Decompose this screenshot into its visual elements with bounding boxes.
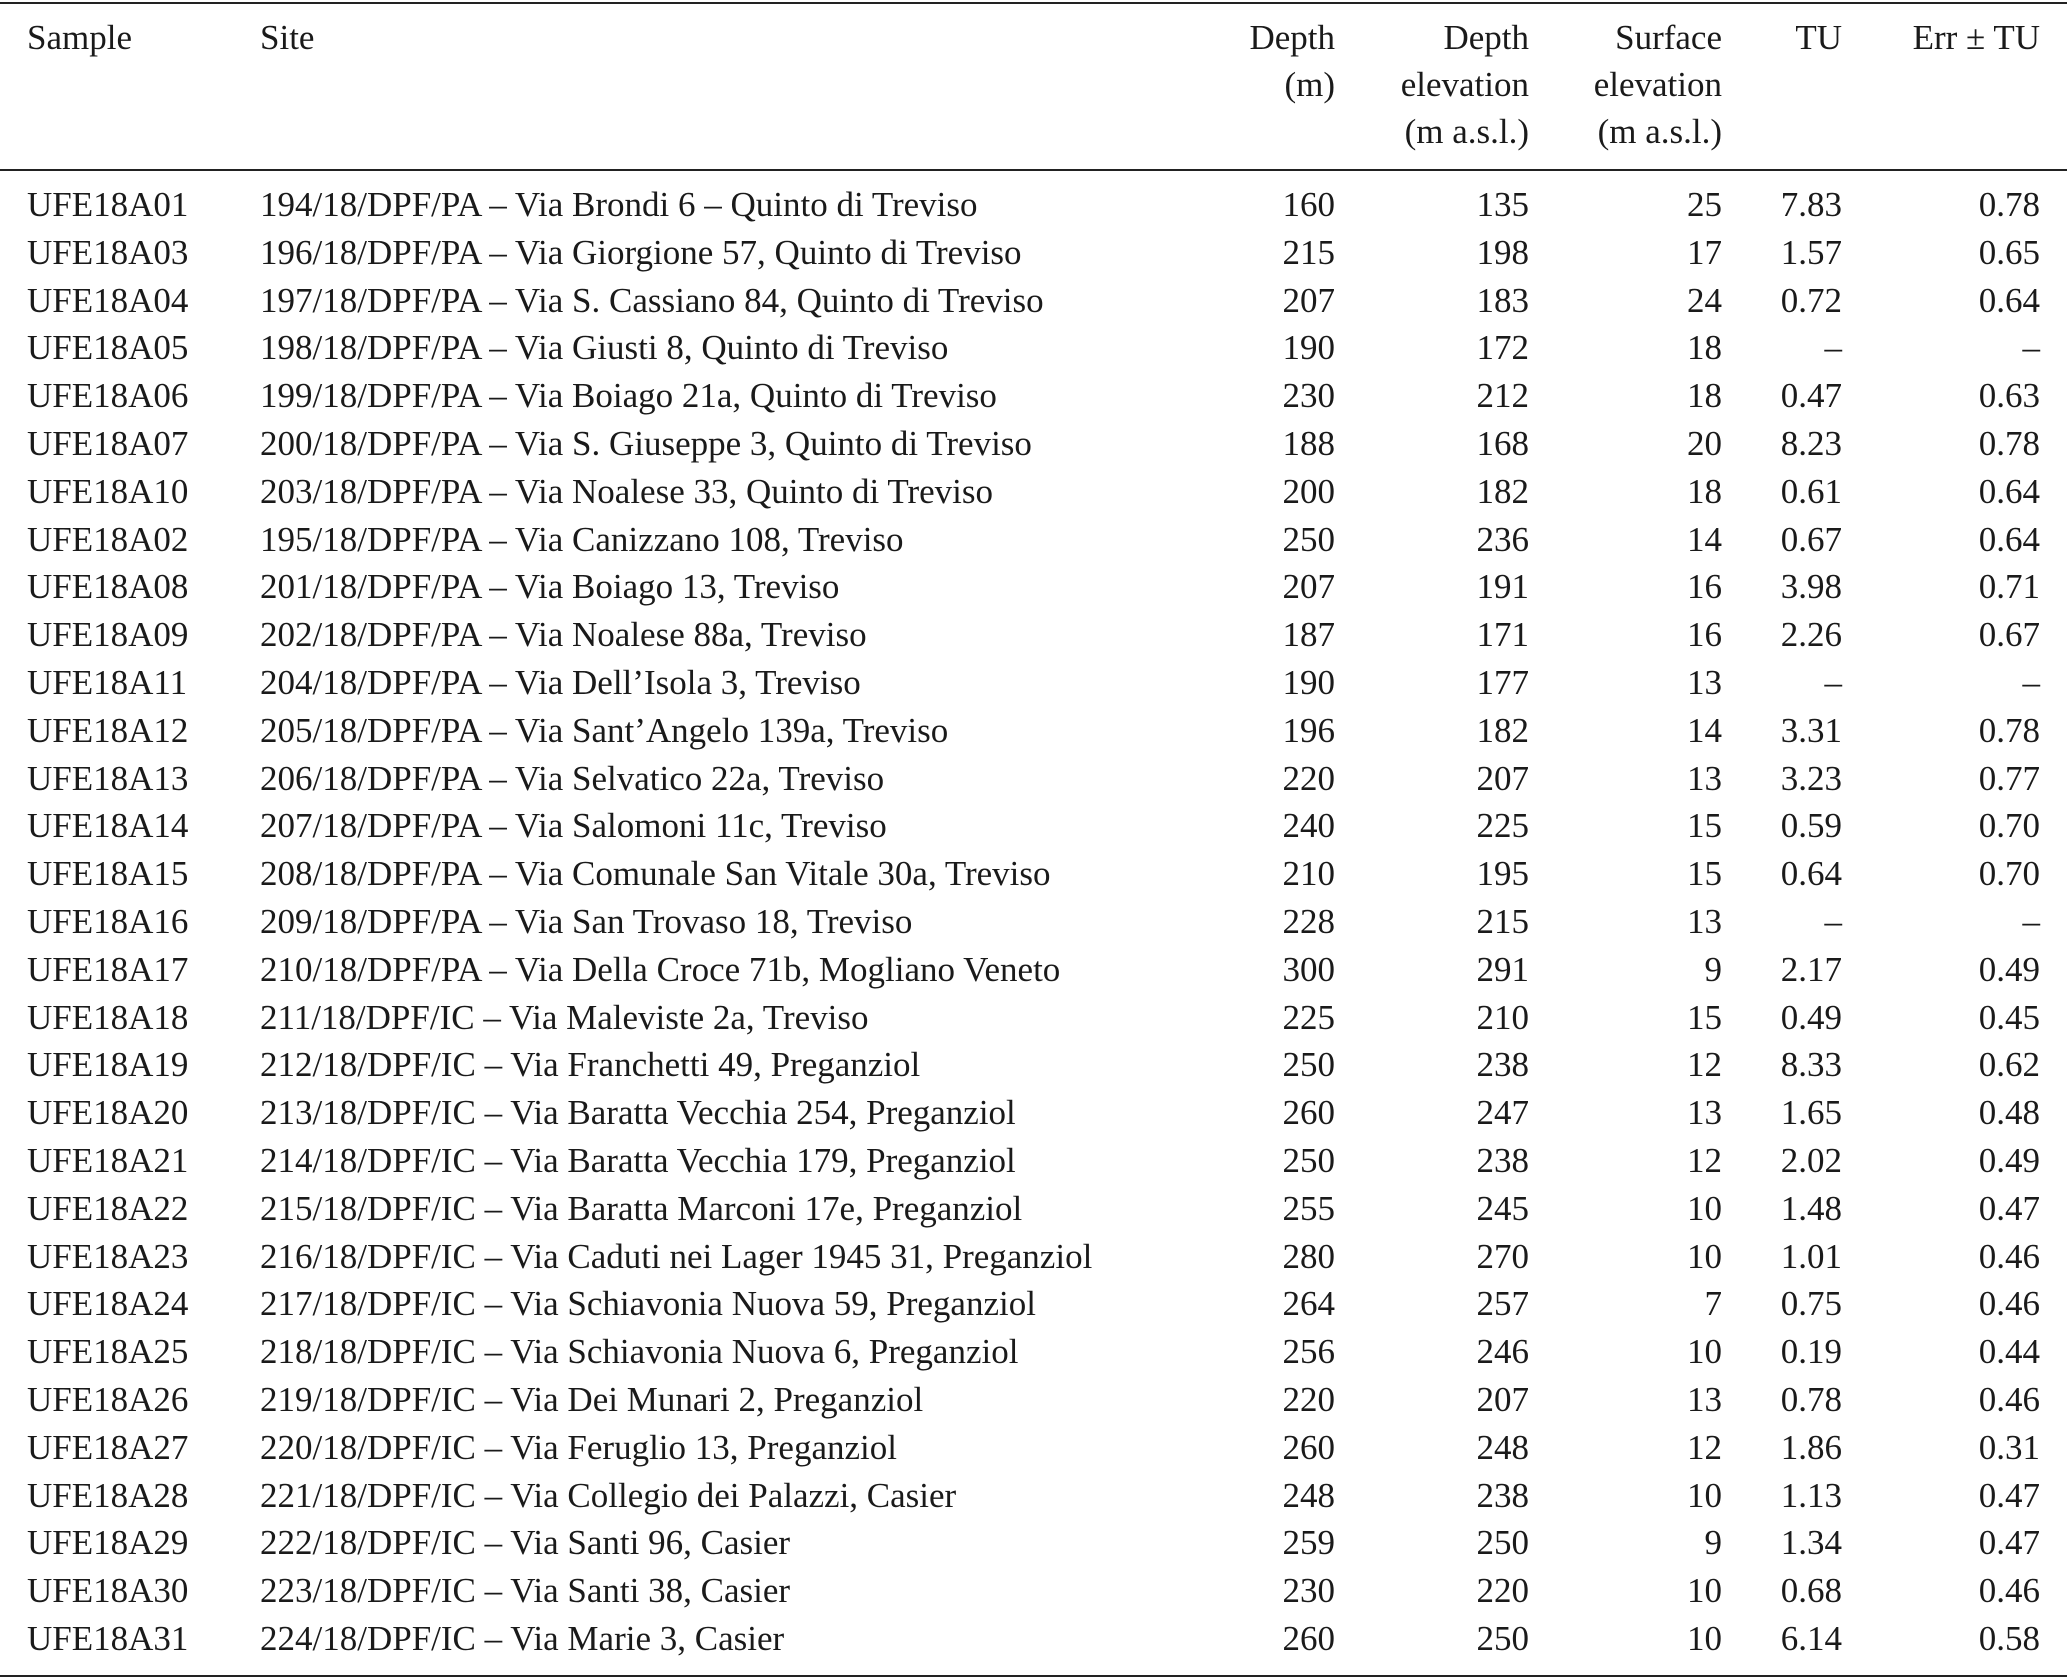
- cell-err-tu: 0.48: [1978, 1093, 2040, 1133]
- cell-depth: 280: [1282, 1236, 1335, 1276]
- cell-site: 220/18/DPF/IC – Via Feruglio 13, Preganziol: [260, 1427, 897, 1467]
- cell-depth-elevation: 238: [1476, 1045, 1529, 1085]
- cell-sample: UFE18A21: [27, 1141, 189, 1180]
- cell-tu: 8.33: [1780, 1045, 1842, 1085]
- cell-tu: 1.34: [1780, 1523, 1842, 1563]
- cell-surface-elevation: 14: [1687, 710, 1722, 750]
- cell-depth: 207: [1282, 567, 1335, 607]
- cell-tu: 6.14: [1780, 1619, 1842, 1658]
- cell-err-tu: 0.70: [1978, 854, 2040, 894]
- cell-err-tu: 0.46: [1978, 1284, 2040, 1324]
- cell-err-tu: 0.78: [1978, 185, 2040, 224]
- cell-tu: 2.26: [1780, 615, 1842, 655]
- cell-sample: UFE18A12: [27, 710, 189, 750]
- header-site: [260, 14, 314, 61]
- cell-depth: 188: [1282, 424, 1335, 463]
- cell-tu: –: [1824, 663, 1842, 702]
- cell-err-tu: 0.47: [1978, 1188, 2040, 1228]
- cell-err-tu: 0.64: [1978, 519, 2040, 559]
- table-row: [0, 420, 2067, 468]
- cell-depth: 190: [1282, 663, 1335, 702]
- table-row: [0, 1615, 2067, 1663]
- cell-site: 199/18/DPF/PA – Via Boiago 21a, Quinto di Treviso: [260, 376, 997, 416]
- cell-surface-elevation: 18: [1687, 328, 1722, 368]
- cell-depth-elevation: 270: [1476, 1236, 1529, 1276]
- cell-tu: 2.17: [1780, 949, 1842, 989]
- cell-err-tu: 0.77: [1978, 758, 2040, 798]
- cell-surface-elevation: 24: [1687, 280, 1722, 320]
- table-row: [0, 1424, 2067, 1472]
- cell-tu: 0.47: [1780, 376, 1842, 416]
- cell-sample: UFE18A23: [27, 1236, 189, 1276]
- cell-depth-elevation: 168: [1476, 424, 1529, 463]
- table-row: [0, 850, 2067, 898]
- cell-site: 210/18/DPF/PA – Via Della Croce 71b, Mogliano Veneto: [260, 949, 1061, 989]
- header-sample: [27, 14, 132, 61]
- cell-depth: 256: [1282, 1332, 1335, 1372]
- cell-depth: 260: [1282, 1427, 1335, 1467]
- cell-err-tu: 0.65: [1978, 232, 2040, 272]
- table-row: [0, 1328, 2067, 1376]
- table-row: [0, 229, 2067, 277]
- cell-sample: UFE18A25: [27, 1332, 189, 1372]
- cell-err-tu: 0.45: [1978, 997, 2040, 1037]
- cell-sample: UFE18A24: [27, 1284, 189, 1324]
- cell-site: 212/18/DPF/IC – Via Franchetti 49, Preganziol: [260, 1045, 921, 1085]
- cell-site: 195/18/DPF/PA – Via Canizzano 108, Treviso: [260, 519, 904, 559]
- cell-sample: UFE18A28: [27, 1475, 189, 1515]
- cell-err-tu: –: [2022, 328, 2040, 368]
- cell-depth: 196: [1282, 710, 1335, 750]
- cell-site: 216/18/DPF/IC – Via Caduti nei Lager 1945 31, Preganziol: [260, 1236, 1093, 1276]
- cell-depth: 248: [1282, 1475, 1335, 1515]
- table-row: [0, 372, 2067, 420]
- cell-tu: 0.19: [1780, 1332, 1842, 1372]
- cell-site: 223/18/DPF/IC – Via Santi 38, Casier: [260, 1571, 791, 1611]
- cell-tu: 0.78: [1780, 1380, 1842, 1419]
- cell-err-tu: 0.46: [1978, 1236, 2040, 1276]
- cell-depth-elevation: 247: [1476, 1093, 1529, 1133]
- cell-sample: UFE18A31: [27, 1619, 189, 1658]
- cell-sample: UFE18A26: [27, 1380, 189, 1419]
- cell-site: 222/18/DPF/IC – Via Santi 96, Casier: [260, 1523, 791, 1563]
- cell-depth-elevation: 182: [1476, 710, 1529, 750]
- cell-depth-elevation: 198: [1476, 232, 1529, 272]
- header-err-tu: [1913, 14, 2040, 61]
- cell-err-tu: 0.47: [1978, 1475, 2040, 1515]
- cell-depth: 255: [1282, 1188, 1335, 1228]
- cell-err-tu: 0.46: [1978, 1571, 2040, 1611]
- cell-depth: 230: [1282, 376, 1335, 416]
- cell-sample: UFE18A07: [27, 424, 189, 463]
- cell-err-tu: –: [2022, 902, 2040, 941]
- cell-depth-elevation: 183: [1476, 280, 1529, 320]
- cell-depth-elevation: 210: [1476, 997, 1529, 1037]
- cell-depth-elevation: 207: [1476, 758, 1529, 798]
- cell-surface-elevation: 12: [1687, 1045, 1722, 1085]
- cell-site: 217/18/DPF/IC – Via Schiavonia Nuova 59, Preganziol: [260, 1284, 1036, 1324]
- cell-site: 206/18/DPF/PA – Via Selvatico 22a, Treviso: [260, 758, 885, 798]
- cell-surface-elevation: 10: [1687, 1236, 1722, 1276]
- header-depth: [1249, 14, 1335, 108]
- header-surface-elevation-line1: Surface: [1615, 18, 1722, 57]
- cell-tu: 3.98: [1780, 567, 1842, 607]
- cell-depth-elevation: 248: [1476, 1427, 1529, 1467]
- cell-site: 211/18/DPF/IC – Via Maleviste 2a, Treviso: [260, 997, 869, 1037]
- cell-surface-elevation: 13: [1687, 902, 1722, 941]
- cell-sample: UFE18A30: [27, 1571, 189, 1611]
- cell-err-tu: 0.71: [1978, 567, 2040, 607]
- table-row: [0, 1567, 2067, 1615]
- cell-tu: 1.01: [1780, 1236, 1842, 1276]
- cell-site: 200/18/DPF/PA – Via S. Giuseppe 3, Quinto di Treviso: [260, 424, 1032, 463]
- cell-site: 194/18/DPF/PA – Via Brondi 6 – Quinto di Treviso: [260, 185, 978, 224]
- table-row: [0, 324, 2067, 372]
- cell-sample: UFE18A03: [27, 232, 189, 272]
- header-depth-line2: (m): [1284, 65, 1335, 104]
- cell-site: 202/18/DPF/PA – Via Noalese 88a, Treviso: [260, 615, 867, 655]
- cell-err-tu: 0.67: [1978, 615, 2040, 655]
- cell-site: 219/18/DPF/IC – Via Dei Munari 2, Preganziol: [260, 1380, 924, 1419]
- table-row: [0, 994, 2067, 1042]
- cell-depth-elevation: 236: [1476, 519, 1529, 559]
- cell-err-tu: 0.49: [1978, 949, 2040, 989]
- cell-site: 196/18/DPF/PA – Via Giorgione 57, Quinto di Treviso: [260, 232, 1022, 272]
- cell-site: 204/18/DPF/PA – Via Dell’Isola 3, Treviso: [260, 663, 861, 702]
- cell-surface-elevation: 12: [1687, 1427, 1722, 1467]
- header-tu-label: TU: [1795, 18, 1842, 57]
- cell-depth-elevation: 177: [1476, 663, 1529, 702]
- cell-site: 197/18/DPF/PA – Via S. Cassiano 84, Quinto di Treviso: [260, 280, 1044, 320]
- cell-tu: 0.59: [1780, 806, 1842, 846]
- cell-err-tu: 0.64: [1978, 471, 2040, 511]
- cell-depth-elevation: 220: [1476, 1571, 1529, 1611]
- cell-surface-elevation: 16: [1687, 567, 1722, 607]
- cell-sample: UFE18A19: [27, 1045, 189, 1085]
- cell-tu: 0.68: [1780, 1571, 1842, 1611]
- cell-sample: UFE18A20: [27, 1093, 189, 1133]
- cell-surface-elevation: 16: [1687, 615, 1722, 655]
- table-row: [0, 611, 2067, 659]
- cell-sample: UFE18A16: [27, 902, 189, 941]
- cell-err-tu: 0.70: [1978, 806, 2040, 846]
- cell-surface-elevation: 15: [1687, 854, 1722, 894]
- cell-surface-elevation: 10: [1687, 1475, 1722, 1515]
- cell-depth: 190: [1282, 328, 1335, 368]
- table-row: [0, 1041, 2067, 1089]
- cell-tu: –: [1824, 328, 1842, 368]
- cell-tu: 7.83: [1780, 185, 1842, 224]
- cell-depth-elevation: 246: [1476, 1332, 1529, 1372]
- cell-depth: 230: [1282, 1571, 1335, 1611]
- table-row: [0, 1185, 2067, 1233]
- table-row: [0, 1089, 2067, 1137]
- cell-depth-elevation: 238: [1476, 1141, 1529, 1180]
- cell-surface-elevation: 15: [1687, 806, 1722, 846]
- cell-tu: 0.49: [1780, 997, 1842, 1037]
- cell-surface-elevation: 20: [1687, 424, 1722, 463]
- table-row: [0, 1280, 2067, 1328]
- header-depth-line1: Depth: [1249, 18, 1335, 57]
- table-row: [0, 516, 2067, 564]
- cell-surface-elevation: 9: [1704, 949, 1722, 989]
- header-depth-elevation-line1: Depth: [1443, 18, 1529, 57]
- cell-sample: UFE18A04: [27, 280, 189, 320]
- cell-depth: 240: [1282, 806, 1335, 846]
- table-row: [0, 898, 2067, 946]
- cell-sample: UFE18A11: [27, 663, 188, 702]
- cell-err-tu: 0.46: [1978, 1380, 2040, 1419]
- cell-tu: 1.86: [1780, 1427, 1842, 1467]
- cell-depth-elevation: 191: [1476, 567, 1529, 607]
- cell-depth: 250: [1282, 1045, 1335, 1085]
- cell-depth-elevation: 250: [1476, 1523, 1529, 1563]
- cell-depth-elevation: 215: [1476, 902, 1529, 941]
- cell-sample: UFE18A29: [27, 1523, 189, 1563]
- table-row: [0, 1376, 2067, 1424]
- cell-surface-elevation: 13: [1687, 1093, 1722, 1133]
- cell-surface-elevation: 7: [1704, 1284, 1722, 1324]
- cell-surface-elevation: 18: [1687, 471, 1722, 511]
- header-site-label: Site: [260, 18, 315, 57]
- cell-surface-elevation: 10: [1687, 1188, 1722, 1228]
- cell-sample: UFE18A01: [27, 185, 189, 224]
- table-top-rule: [0, 2, 2067, 4]
- cell-tu: 0.61: [1780, 471, 1842, 511]
- table-row: [0, 277, 2067, 325]
- header-depth-elevation-line3: (m a.s.l.): [1404, 112, 1529, 151]
- cell-surface-elevation: 18: [1687, 376, 1722, 416]
- header-surface-elevation-line3: (m a.s.l.): [1597, 112, 1722, 151]
- cell-tu: 8.23: [1780, 424, 1842, 463]
- cell-surface-elevation: 9: [1704, 1523, 1722, 1563]
- cell-depth: 220: [1282, 758, 1335, 798]
- cell-site: 221/18/DPF/IC – Via Collegio dei Palazzi, Casier: [260, 1475, 957, 1515]
- cell-tu: 1.65: [1780, 1093, 1842, 1133]
- header-surface-elevation-line2: elevation: [1593, 65, 1722, 104]
- cell-surface-elevation: 25: [1687, 185, 1722, 224]
- cell-err-tu: 0.49: [1978, 1141, 2040, 1180]
- cell-err-tu: 0.31: [1978, 1427, 2040, 1467]
- cell-err-tu: 0.44: [1978, 1332, 2040, 1372]
- cell-depth: 264: [1282, 1284, 1335, 1324]
- cell-depth: 300: [1282, 949, 1335, 989]
- cell-site: 213/18/DPF/IC – Via Baratta Vecchia 254, Preganziol: [260, 1093, 1016, 1133]
- cell-err-tu: 0.78: [1978, 424, 2040, 463]
- cell-depth-elevation: 195: [1476, 854, 1529, 894]
- cell-sample: UFE18A13: [27, 758, 189, 798]
- cell-depth: 250: [1282, 519, 1335, 559]
- cell-surface-elevation: 14: [1687, 519, 1722, 559]
- table-row: [0, 659, 2067, 707]
- table-row: [0, 802, 2067, 850]
- cell-tu: 3.23: [1780, 758, 1842, 798]
- cell-err-tu: 0.64: [1978, 280, 2040, 320]
- cell-sample: UFE18A18: [27, 997, 189, 1037]
- cell-site: 203/18/DPF/PA – Via Noalese 33, Quinto di Treviso: [260, 471, 994, 511]
- cell-tu: 0.64: [1780, 854, 1842, 894]
- cell-surface-elevation: 10: [1687, 1571, 1722, 1611]
- cell-site: 201/18/DPF/PA – Via Boiago 13, Treviso: [260, 567, 840, 607]
- cell-depth-elevation: 291: [1476, 949, 1529, 989]
- cell-depth: 228: [1282, 902, 1335, 941]
- table-header: [0, 14, 2067, 164]
- cell-sample: UFE18A17: [27, 949, 189, 989]
- cell-depth-elevation: 171: [1476, 615, 1529, 655]
- cell-tu: 0.72: [1780, 280, 1842, 320]
- cell-depth: 215: [1282, 232, 1335, 272]
- cell-surface-elevation: 13: [1687, 1380, 1722, 1419]
- cell-sample: UFE18A05: [27, 328, 189, 368]
- cell-surface-elevation: 10: [1687, 1332, 1722, 1372]
- cell-surface-elevation: 15: [1687, 997, 1722, 1037]
- table-bottom-rule: [0, 1675, 2067, 1677]
- cell-sample: UFE18A22: [27, 1188, 189, 1228]
- cell-sample: UFE18A08: [27, 567, 189, 607]
- cell-depth-elevation: 250: [1476, 1619, 1529, 1658]
- table-row: [0, 946, 2067, 994]
- table-row: [0, 468, 2067, 516]
- cell-depth: 259: [1282, 1523, 1335, 1563]
- cell-depth-elevation: 238: [1476, 1475, 1529, 1515]
- table-row: [0, 1233, 2067, 1281]
- cell-tu: 1.13: [1780, 1475, 1842, 1515]
- header-surface-elevation: [1594, 14, 1722, 155]
- cell-sample: UFE18A02: [27, 519, 189, 559]
- cell-err-tu: 0.78: [1978, 710, 2040, 750]
- cell-site: 214/18/DPF/IC – Via Baratta Vecchia 179, Preganziol: [260, 1141, 1016, 1180]
- cell-depth-elevation: 182: [1476, 471, 1529, 511]
- cell-sample: UFE18A14: [27, 806, 189, 846]
- cell-surface-elevation: 12: [1687, 1141, 1722, 1180]
- table-row: [0, 1137, 2067, 1185]
- cell-depth: 260: [1282, 1093, 1335, 1133]
- cell-surface-elevation: 17: [1687, 232, 1722, 272]
- table-header-rule: [0, 169, 2067, 171]
- cell-sample: UFE18A09: [27, 615, 189, 655]
- cell-tu: –: [1824, 902, 1842, 941]
- header-sample-label: Sample: [27, 18, 132, 57]
- cell-depth-elevation: 212: [1476, 376, 1529, 416]
- cell-site: 215/18/DPF/IC – Via Baratta Marconi 17e, Preganziol: [260, 1188, 1023, 1228]
- cell-depth: 260: [1282, 1619, 1335, 1658]
- cell-depth-elevation: 257: [1476, 1284, 1529, 1324]
- cell-err-tu: 0.63: [1978, 376, 2040, 416]
- header-tu: [1795, 14, 1842, 61]
- cell-depth: 160: [1282, 185, 1335, 224]
- cell-site: 209/18/DPF/PA – Via San Trovaso 18, Treviso: [260, 902, 913, 941]
- cell-surface-elevation: 13: [1687, 663, 1722, 702]
- cell-tu: 1.48: [1780, 1188, 1842, 1228]
- cell-depth: 207: [1282, 280, 1335, 320]
- table-row: [0, 707, 2067, 755]
- cell-depth: 187: [1282, 615, 1335, 655]
- cell-err-tu: –: [2022, 663, 2040, 702]
- cell-depth: 210: [1282, 854, 1335, 894]
- cell-sample: UFE18A06: [27, 376, 189, 416]
- header-depth-elevation-line2: elevation: [1400, 65, 1529, 104]
- cell-depth-elevation: 245: [1476, 1188, 1529, 1228]
- cell-depth: 225: [1282, 997, 1335, 1037]
- cell-tu: 0.75: [1780, 1284, 1842, 1324]
- table-row: [0, 181, 2067, 229]
- table-row: [0, 563, 2067, 611]
- header-err-tu-label: Err ± TU: [1912, 18, 2040, 57]
- cell-site: 224/18/DPF/IC – Via Marie 3, Casier: [260, 1619, 785, 1658]
- cell-err-tu: 0.58: [1978, 1619, 2040, 1658]
- table-row: [0, 1472, 2067, 1520]
- cell-site: 208/18/DPF/PA – Via Comunale San Vitale 30a, Treviso: [260, 854, 1051, 894]
- cell-tu: 0.67: [1780, 519, 1842, 559]
- cell-tu: 1.57: [1780, 232, 1842, 272]
- header-depth-elevation: [1401, 14, 1529, 155]
- cell-site: 198/18/DPF/PA – Via Giusti 8, Quinto di Treviso: [260, 328, 949, 368]
- cell-depth-elevation: 225: [1476, 806, 1529, 846]
- cell-site: 205/18/DPF/PA – Via Sant’Angelo 139a, Treviso: [260, 710, 949, 750]
- cell-surface-elevation: 13: [1687, 758, 1722, 798]
- cell-depth: 220: [1282, 1380, 1335, 1419]
- cell-sample: UFE18A27: [27, 1427, 189, 1467]
- cell-depth: 200: [1282, 471, 1335, 511]
- cell-sample: UFE18A10: [27, 471, 189, 511]
- cell-err-tu: 0.47: [1978, 1523, 2040, 1563]
- cell-err-tu: 0.62: [1978, 1045, 2040, 1085]
- table-row: [0, 755, 2067, 803]
- cell-depth: 250: [1282, 1141, 1335, 1180]
- cell-surface-elevation: 10: [1687, 1619, 1722, 1658]
- cell-tu: 2.02: [1780, 1141, 1842, 1180]
- cell-depth-elevation: 172: [1476, 328, 1529, 368]
- table-row: [0, 1519, 2067, 1567]
- cell-sample: UFE18A15: [27, 854, 189, 894]
- cell-depth-elevation: 207: [1476, 1380, 1529, 1419]
- cell-tu: 3.31: [1780, 710, 1842, 750]
- cell-site: 207/18/DPF/PA – Via Salomoni 11c, Treviso: [260, 806, 887, 846]
- cell-depth-elevation: 135: [1476, 185, 1529, 224]
- cell-site: 218/18/DPF/IC – Via Schiavonia Nuova 6, Preganziol: [260, 1332, 1019, 1372]
